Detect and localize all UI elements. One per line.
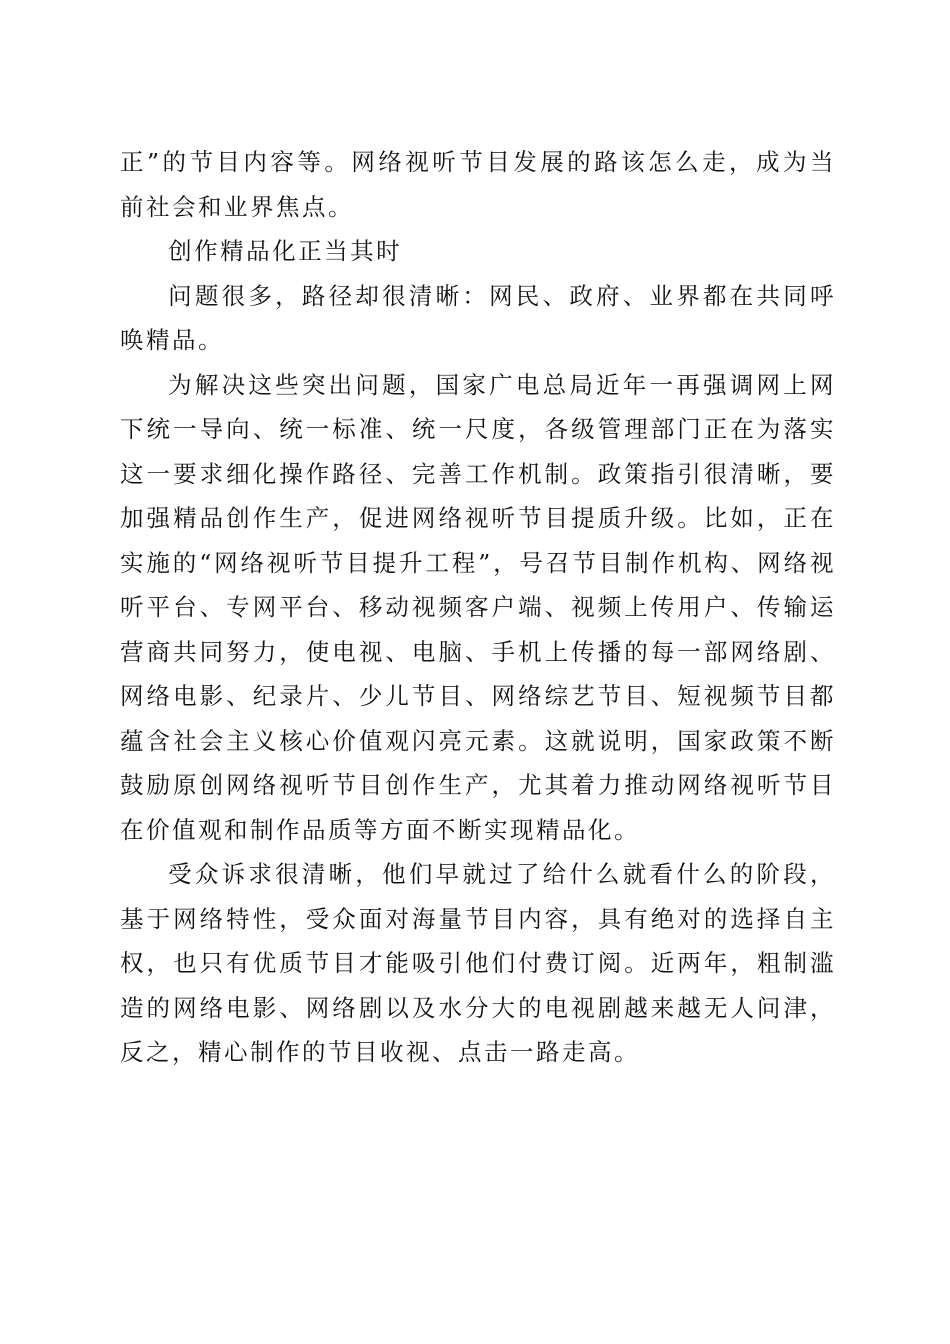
document-page — [120, 140, 836, 1075]
paragraph-policy: 为解决这些突出问题，国家广电总局近年一再强调网上网下统一导向、统一标准、统一尺度，各级管理部门正在为落实这一要求细化操作路径、完善工作机制。政策指引很清晰，要加强精品创作生产，促进网络视听节目提质升级。比如，正在实施的“网络视听节目提升工程”，号召节目制作机构、网络视听平台、专网平台、移动视频客户端、视频上传用户、传输运营商共同努力，使电视、电脑、手机上传播的每一部网络剧、网络电影、纪录片、少儿节目、网络综艺节目、短视频节目都蕴含社会主义核心价值观闪亮元素。这就说明，国家政策不断鼓励原创网络视听节目创作生产，尤其着力推动网络视听节目在价值观和制作品质等方面不断实现精品化。 — [120, 370, 836, 844]
section-heading: 创作精品化正当其时 — [168, 237, 403, 265]
paragraph-continuation: 正”的节目内容等。网络视听节目发展的路该怎么走，成为当前社会和业界焦点。 — [120, 148, 836, 221]
paragraph-problems: 问题很多，路径却很清晰：网民、政府、业界都在共同呼唤精品。 — [120, 281, 836, 354]
paragraph-audience: 受众诉求很清晰，他们早就过了给什么就看什么的阶段，基于网络特性，受众面对海量节目内容，具有绝对的选择自主权，也只有优质节目才能吸引他们付费订阅。近两年，粗制滥造的网络电影、网络剧以及水分大的电视剧越来越无人问津，反之，精心制作的节目收视、点击一路走高。 — [120, 860, 836, 1066]
